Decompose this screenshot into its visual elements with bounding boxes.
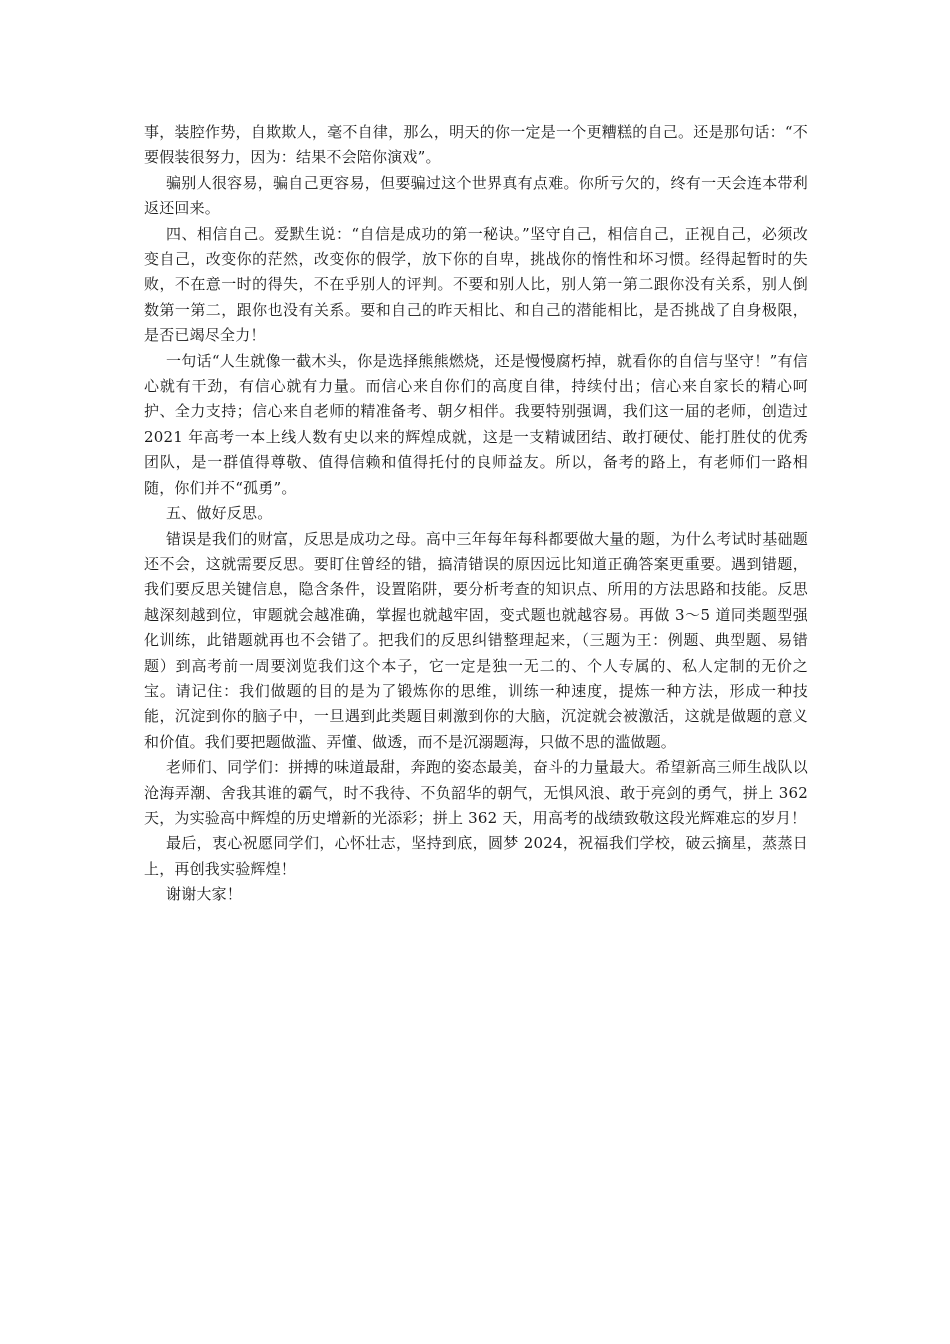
paragraph-2: 骗别人很容易，骗自己更容易，但要骗过这个世界真有点难。你所亏欠的，终有一天会连本带利返还回来。 xyxy=(144,173,808,218)
paragraph-5-reflection-heading: 五、做好反思。 xyxy=(166,504,273,523)
paragraph-1: 事，装腔作势，自欺欺人，毫不自律，那么，明天的你一定是一个更糟糕的自己。还是那句话：“不要假装很努力，因为：结果不会陪你演戏”。 xyxy=(144,123,808,167)
paragraph-9-thanks: 谢谢大家！ xyxy=(166,885,243,904)
paragraph-3-believe-yourself: 四、相信自己。爱默生说：“自信是成功的第一秘诀。”坚守自己，相信自己，正视自己，必须改变自己，改变你的茫然，改变你的假学，放下你的自卑，挑战你的惰性和坏习惯。经得起暂时的失败，不在意一时的得失，不在乎别人的评判。不要和别人比，别人第一第二跟你没有关系，别人倒数第一第二，跟你也没有关系。要和自己的昨天相比、和自己的潜能相比，是否挑战了自身极限，是否已竭尽全力！ xyxy=(144,224,808,345)
paragraph-7: 老师们、同学们：拼搏的味道最甜，奔跑的姿态最美，奋斗的力量最大。希望新高三师生战队以沧海弄潮、舍我其谁的霸气，时不我待、不负韶华的朝气，无惧风浪、敢于亮剑的勇气，拼上 362 天，为实验高中辉煌的历史增新的光添彩；拼上 362 天，用高考的战绩致敬这段光辉难忘的岁月！ xyxy=(144,758,808,827)
paragraph-8-blessing: 最后，衷心祝愿同学们，心怀壮志，坚持到底，圆梦 2024，祝福我们学校，破云摘星，蒸蒸日上，再创我实验辉煌！ xyxy=(144,834,808,878)
document-page xyxy=(144,120,808,908)
paragraph-4: 一句话“人生就像一截木头，你是选择熊熊燃烧，还是慢慢腐朽掉，就看你的自信与坚守！”有信心就有干劲，有信心就有力量。而信心来自你们的高度自律，持续付出；信心来自家长的精心呵护、全力支持；信心来自老师的精准备考、朝夕相伴。我要特别强调，我们这一届的老师，创造过 2021 年高考一本上线人数有史以来的辉煌成就，这是一支精诚团结、敢打硬仗、能打胜仗的优秀团队，是一群值得尊敬、值得信赖和值得托付的良师益友。所以，备考的路上，有老师们一路相随，你们并不“孤勇”。 xyxy=(144,351,808,497)
paragraph-6: 错误是我们的财富，反思是成功之母。高中三年每年每科都要做大量的题，为什么考试时基础题还不会，这就需要反思。要盯住曾经的错，搞清错误的原因远比知道正确答案更重要。遇到错题，我们要反思关键信息，隐含条件，设置陷阱，要分析考查的知识点、所用的方法思路和技能。反思越深刻越到位，审题就会越准确，掌握也就越牢固，变式题也就越容易。再做 3～5 道同类题型强化训练，此错题就再也不会错了。把我们的反思纠错整理起来，（三题为王：例题、典型题、易错题）到高考前一周要浏览我们这个本子，它一定是独一无二的、个人专属的、私人定制的无价之宝。请记住：我们做题的目的是为了锻炼你的思维，训练一种速度，提炼一种方法，形成一种技能，沉淀到你的脑子中，一旦遇到此类题目刺激到你的大脑，沉淀就会被激活，这就是做题的意义和价值。我们要把题做滥、弄懂、做透，而不是沉溺题海，只做不思的滥做题。 xyxy=(144,529,808,751)
